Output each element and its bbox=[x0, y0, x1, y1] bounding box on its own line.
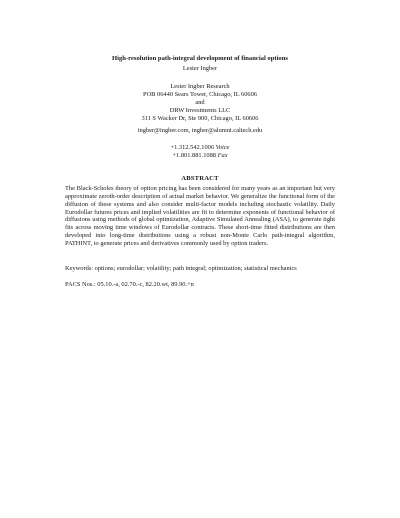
abstract-heading: ABSTRACT bbox=[181, 175, 219, 182]
author-name: Lester Ingber bbox=[182, 65, 218, 72]
fax-number: +1.801.881.1088 bbox=[172, 152, 216, 159]
voice-number: +1.312.542.1006 bbox=[170, 144, 215, 151]
fax-line bbox=[0, 152, 400, 160]
abstract-text: The Black-Scholes theory of option pricing has been considered for many years as an important but very approximate zeroth-order description of actual market behavior. We generalize the functional form of the diffusion of these systems and also consider multi-factor models including stochastic volatility. Daily Eurodollar futures prices and implied volatilities are fit to determine exponents of functional behavior of diffusions using methods of global optimization, Adaptive Simulated Annealing (ASA), to generate tight fits across moving time windows of Eurodollar contracts. These short-time fitted distributions are then developed into long-time distributions using a robust non-Monte Carlo path-integral algorithm, PATHINT, to generate prices and derivatives commonly used by option traders. bbox=[65, 185, 335, 247]
fax-label: Fax bbox=[217, 152, 228, 159]
paper-title: High-resolution path-integral development of financial options bbox=[112, 55, 288, 62]
pacs-line: PACS Nos.: 05.10.-a, 02.70.-c, 82.20.wt, 89.90.+n bbox=[65, 281, 194, 288]
voice-line bbox=[0, 144, 400, 152]
keywords-line: Keywords: options; eurodollar; volatility; path integral; optimization; statistical mechanics bbox=[65, 265, 297, 272]
contact-phone-block bbox=[0, 144, 400, 160]
affiliation-block bbox=[0, 83, 400, 123]
author-email: ingber@ingber.com, ingber@alumni.caltech.edu bbox=[137, 127, 263, 134]
voice-label: Voice bbox=[215, 144, 230, 151]
affiliation-line: Lester Ingber Research bbox=[170, 83, 230, 90]
affiliation-line: POB 06440 Sears Tower, Chicago, IL 60606 bbox=[143, 90, 257, 98]
affiliation-line: and bbox=[195, 98, 205, 106]
affiliation-line: DRW Investments LLC bbox=[169, 106, 231, 114]
affiliation-line: 311 S Wacker Dr, Ste 900, Chicago, IL 60606 bbox=[141, 114, 259, 122]
